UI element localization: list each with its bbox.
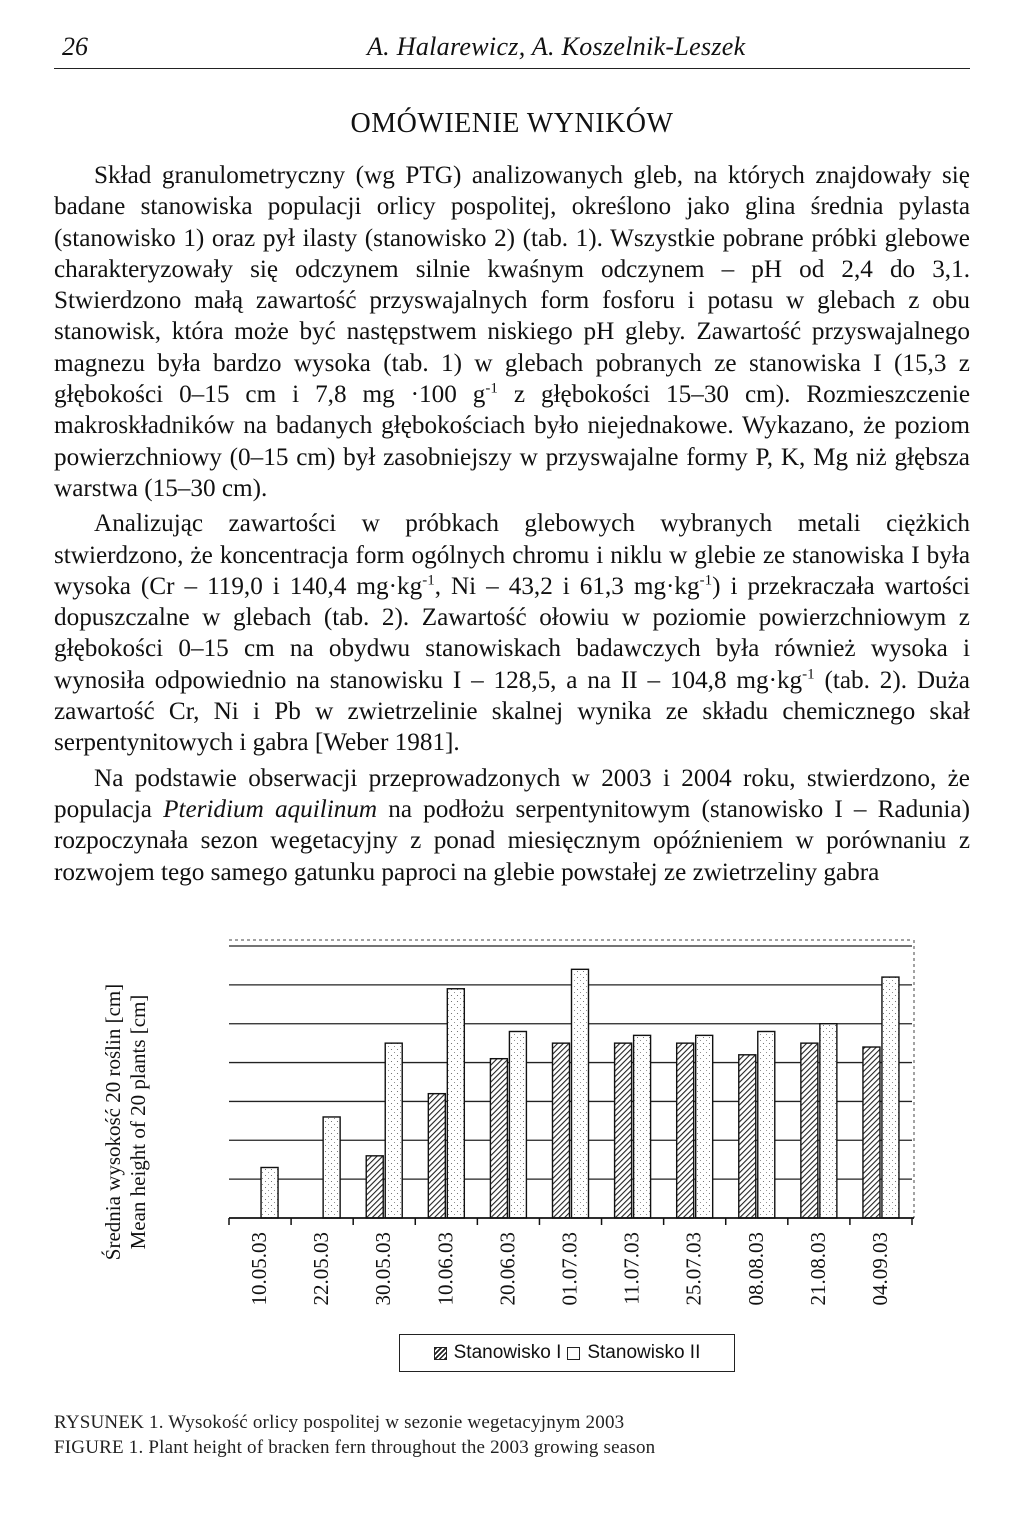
x-tick-label: 08.08.03 bbox=[743, 1232, 768, 1306]
bar-stanowisko-2 bbox=[261, 1167, 278, 1218]
caption-polish: RYSUNEK 1. Wysokość orlicy pospolitej w sezonie wegetacyjnym 2003 bbox=[54, 1412, 625, 1433]
bar-stanowisko-2 bbox=[323, 1117, 340, 1218]
x-tick-label: 20.06.03 bbox=[495, 1232, 520, 1306]
bar-stanowisko-1 bbox=[490, 1059, 507, 1218]
bar-stanowisko-2 bbox=[447, 989, 464, 1218]
bar-stanowisko-2 bbox=[820, 1024, 837, 1218]
x-tick-label: 11.07.03 bbox=[619, 1232, 644, 1305]
section-title: OMÓWIENIE WYNIKÓW bbox=[350, 108, 674, 139]
text-run: Skład granulometryczny (wg PTG) analizowanych gleb, na których znajdowały się badane stanowiska populacji orlicy pospolitej, określono jako glina średnia pylasta (stanowisko 1) oraz pył ilasty (stanowisko 2) (tab. 1). Wszystkie pobrane próbki glebowe charakteryzowały się odczynem silnie kwaśnym odczynem – pH od 2,4 do 3,1. Stwierdzono małą zawartość przyswajalnych form fosforu i potasu w glebach z obu stanowisk, która może być następstwem niskiego pH gleby. Zawartość przyswajalnego magnezu była bardzo wysoka (tab. 1) w glebach pobranych ze stanowiska I (15,3 z głębokości 0–15 cm i 7,8 mg ·100 g bbox=[54, 162, 970, 409]
bar-stanowisko-1 bbox=[615, 1043, 632, 1218]
text-run: , Ni – 43,2 i 61,3 mg·kg bbox=[434, 572, 700, 600]
y-axis-label-polish: Średnia wysokość 20 roślin [cm] bbox=[101, 983, 125, 1261]
bar-stanowisko-1 bbox=[739, 1055, 756, 1218]
page-number: 26 bbox=[62, 32, 88, 61]
paragraph bbox=[54, 508, 970, 758]
hatch-swatch-icon bbox=[434, 1347, 447, 1360]
text-run: ) i przekraczała wartości dopuszczalne w glebach (tab. 2). Zawartość ołowiu w poziomie powierzchniowym z głębokości 0–15 cm na obydwu stanowiskach badawczych była również wysoka i wynosiła odpowiednio na stanowisku I – 128,5, a na II – 104,8 mg·kg bbox=[54, 572, 970, 694]
text-run: z głębokości 15–30 cm). Rozmieszczenie makroskładników na badanych głębokościach było niejednakowe. Wykazano, że poziom powierzchniowy (0–15 cm) był zasobniejszy w przyswajalne formy P, K, Mg niż głębsza warstwa (15–30 cm). bbox=[54, 381, 970, 502]
bar-stanowisko-2 bbox=[572, 969, 589, 1218]
italic-term: Pteridium aquilinum bbox=[163, 795, 378, 823]
bar-stanowisko-1 bbox=[553, 1043, 570, 1218]
bar-stanowisko-2 bbox=[696, 1035, 713, 1218]
superscript: -1 bbox=[802, 666, 815, 683]
bar-stanowisko-2 bbox=[882, 977, 899, 1218]
height-bar-chart bbox=[84, 928, 964, 1368]
x-tick-label: 25.07.03 bbox=[681, 1232, 706, 1306]
superscript: -1 bbox=[422, 572, 435, 589]
x-tick-label: 30.05.03 bbox=[371, 1232, 396, 1306]
bar-stanowisko-1 bbox=[677, 1043, 694, 1218]
text-run: na podłożu serpentynitowym (stanowisko I – Radunia) rozpoczynała sezon wegetacyjny z ponad miesięcznym opóźnieniem w porównaniu z rozwojem tego samego gatunku paproci na glebie powstałej ze zwietrzeliny gabra bbox=[54, 795, 970, 886]
running-head-authors: A. Halarewicz, A. Koszelnik-Leszek bbox=[367, 32, 746, 61]
bar-stanowisko-1 bbox=[801, 1043, 818, 1218]
figure-caption bbox=[54, 1410, 954, 1460]
text-run: Na podstawie obserwacji przeprowadzonych w 2003 i 2004 roku, stwierdzono, że populacja bbox=[54, 764, 970, 823]
chart-svg bbox=[84, 928, 964, 1328]
chart-tick-labels bbox=[247, 1232, 892, 1306]
x-tick-label: 01.07.03 bbox=[557, 1232, 582, 1306]
bar-stanowisko-2 bbox=[509, 1031, 526, 1218]
chart-legend bbox=[399, 1334, 735, 1372]
text-run: Analizując zawartości w próbkach glebowych wybranych metali ciężkich stwierdzono, że koncentracja form ogólnych chromu i niklu w glebie ze stanowiska I była wysoka (Cr – 119,0 i 140,4 mg·kg bbox=[54, 510, 970, 600]
text-run: (tab. 2). Duża zawartość Cr, Ni i Pb w zwietrzelinie skalnej wynika ze składu chemicznego skał serpentynitowych i gabra [Weber 1981]. bbox=[54, 666, 970, 757]
legend-item-stanowisko-1 bbox=[434, 1342, 562, 1364]
legend-label-stanowisko-2: Stanowisko II bbox=[587, 1342, 701, 1363]
bar-stanowisko-1 bbox=[863, 1047, 880, 1218]
caption-english: FIGURE 1. Plant height of bracken fern throughout the 2003 growing season bbox=[54, 1437, 656, 1458]
x-tick-label: 04.09.03 bbox=[867, 1232, 892, 1306]
x-tick-label: 10.05.03 bbox=[247, 1232, 272, 1306]
x-tick-label: 10.06.03 bbox=[433, 1232, 458, 1306]
chart-bars bbox=[261, 969, 899, 1218]
x-tick-label: 22.05.03 bbox=[309, 1232, 334, 1306]
body-text bbox=[54, 160, 970, 888]
paragraph bbox=[54, 763, 970, 888]
bar-stanowisko-2 bbox=[634, 1035, 651, 1218]
chart-axes bbox=[229, 1218, 914, 1225]
legend-item-stanowisko-2 bbox=[567, 1342, 700, 1364]
paragraph bbox=[54, 160, 970, 504]
bar-stanowisko-2 bbox=[385, 1043, 402, 1218]
y-axis-label-english: Mean height of 20 plants [cm] bbox=[126, 994, 150, 1250]
dotted-swatch-icon bbox=[567, 1347, 580, 1360]
bar-stanowisko-1 bbox=[428, 1094, 445, 1218]
legend-label-stanowisko-1: Stanowisko I bbox=[453, 1342, 562, 1363]
chart-y-labels bbox=[101, 984, 150, 1260]
running-header bbox=[54, 28, 970, 69]
superscript: -1 bbox=[485, 380, 498, 397]
bar-stanowisko-2 bbox=[758, 1031, 775, 1218]
superscript: -1 bbox=[699, 572, 713, 589]
bar-stanowisko-1 bbox=[366, 1156, 383, 1218]
x-tick-label: 21.08.03 bbox=[805, 1232, 830, 1306]
